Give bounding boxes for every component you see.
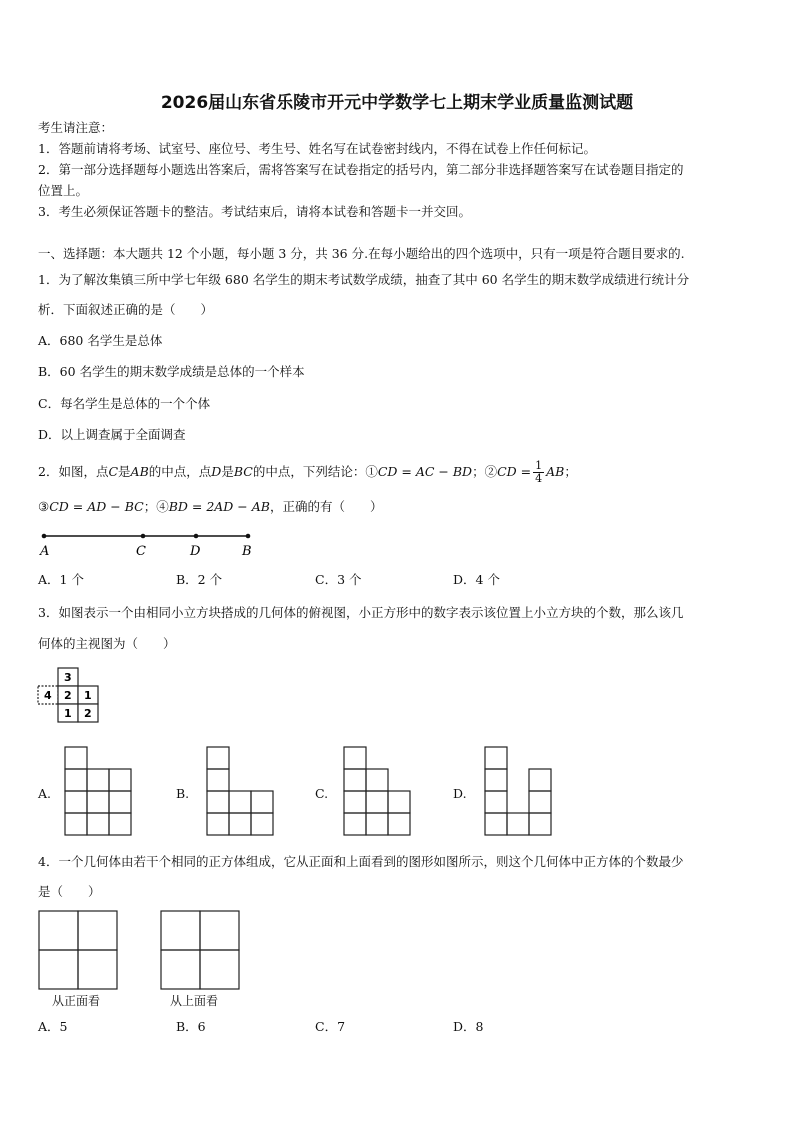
q1-option-a: A．680 名学生是总体 <box>38 333 163 348</box>
q2-stem-line1: 2．如图，点C是AB的中点，点D是BC的中点，下列结论：①CD = AC − BD；②CD = $\frac{1}{4}$ AB； <box>38 459 577 485</box>
q2-option-d: D．4 个 <box>453 572 500 587</box>
q4-top-view-caption: 从上面看 <box>170 994 219 1008</box>
point-d-label: D <box>190 544 201 559</box>
q3-option-b-label: B. <box>176 786 190 801</box>
q4-front-view-figure <box>38 910 120 992</box>
q1-option-d: D．以上调查属于全面调查 <box>38 427 186 442</box>
notice-item-1: 1．答题前请将考场、试室号、座位号、考生号、姓名写在试卷密封线内，不得在试卷上作任何标记。 <box>38 141 596 156</box>
point-c-dot <box>141 534 146 539</box>
q4-option-c: C．7 <box>315 1019 346 1034</box>
point-a-dot <box>42 534 47 539</box>
notice-item-3: 3．考生必须保证答题卡的整洁。考试结束后，请将本试卷和答题卡一并交回。 <box>38 204 471 219</box>
q1-option-c: C．每名学生是总体的一个个体 <box>38 396 211 411</box>
point-d-dot <box>194 534 199 539</box>
q4-stem-line2: 是（ ） <box>38 884 101 899</box>
q2-stem-line2: ③CD = AD − BC；④BD = 2AD − AB，正确的有（ ） <box>38 499 383 514</box>
q4-front-view-caption: 从正面看 <box>52 994 101 1008</box>
q3-option-d-figure <box>484 746 554 838</box>
notice-item-2-cont: 位置上。 <box>38 183 89 198</box>
q4-option-a: A．5 <box>38 1019 68 1034</box>
section-heading: 一、选择题：本大题共 12 个小题，每小题 3 分，共 36 分.在每小题给出的四个选项中，只有一项是符合题目要求的. <box>38 246 685 261</box>
q1-stem-line1: 1．为了解汝集镇三所中学七年级 680 名学生的期末考试数学成绩，抽查了其中 60 名学生的期末数学成绩进行统计分 <box>38 272 690 287</box>
q2-conclusion-3: CD = AD − BC <box>49 499 144 514</box>
grid-number: 1 <box>64 707 72 720</box>
q2-conclusion-4: BD = 2AD − AB <box>168 499 270 514</box>
q4-top-view-figure <box>160 910 242 992</box>
q2-fraction: $\frac{1}{4}$ <box>535 459 543 485</box>
q2-conclusion-1: CD = AC − BD <box>377 464 473 479</box>
grid-number: 1 <box>84 689 92 702</box>
q2-line-segment-figure <box>36 528 261 560</box>
q4-stem-line1: 4．一个几何体由若干个相同的正方体组成，它从正面和上面看到的图形如图所示，则这个几何体中正方体的个数最少 <box>38 854 684 869</box>
q3-option-c-label: C. <box>315 786 329 801</box>
q3-option-a-label: A. <box>38 786 52 801</box>
grid-number: 4 <box>44 689 52 702</box>
point-b-dot <box>246 534 251 539</box>
q3-option-a-figure <box>64 746 134 838</box>
notice-item-2: 2．第一部分选择题每小题选出答案后，需将答案写在试卷指定的括号内，第二部分非选择题答案写在试卷题目指定的 <box>38 162 684 177</box>
point-c-label: C <box>136 544 146 559</box>
grid-number: 2 <box>84 707 92 720</box>
q2-option-a: A．1 个 <box>38 572 84 587</box>
q3-option-d-label: D. <box>453 786 467 801</box>
q3-stem-line1: 3．如图表示一个由相同小立方块搭成的几何体的俯视图，小正方形中的数字表示该位置上小立方块的个数，那么该几 <box>38 605 684 620</box>
point-b-label: B <box>242 544 252 559</box>
q3-option-c-figure <box>343 746 413 838</box>
grid-number: 2 <box>64 689 72 702</box>
q1-stem-line2: 析．下面叙述正确的是（ ） <box>38 302 214 317</box>
grid-number: 3 <box>64 671 72 684</box>
q2-option-c: C．3 个 <box>315 572 362 587</box>
q1-option-b: B．60 名学生的期末数学成绩是总体的一个样本 <box>38 364 305 379</box>
q3-option-b-figure <box>206 746 276 838</box>
page-title: 2026届山东省乐陵市开元中学数学七上期末学业质量监测试题 <box>160 93 634 113</box>
notice-heading: 考生请注意： <box>38 120 114 135</box>
q3-stem-line2: 何体的主视图为（ ） <box>38 636 176 651</box>
q3-top-view-grid <box>36 667 106 727</box>
q4-option-b: B．6 <box>176 1019 206 1034</box>
point-a-label: A <box>40 544 50 559</box>
q4-option-d: D．8 <box>453 1019 484 1034</box>
q2-option-b: B．2 个 <box>176 572 223 587</box>
